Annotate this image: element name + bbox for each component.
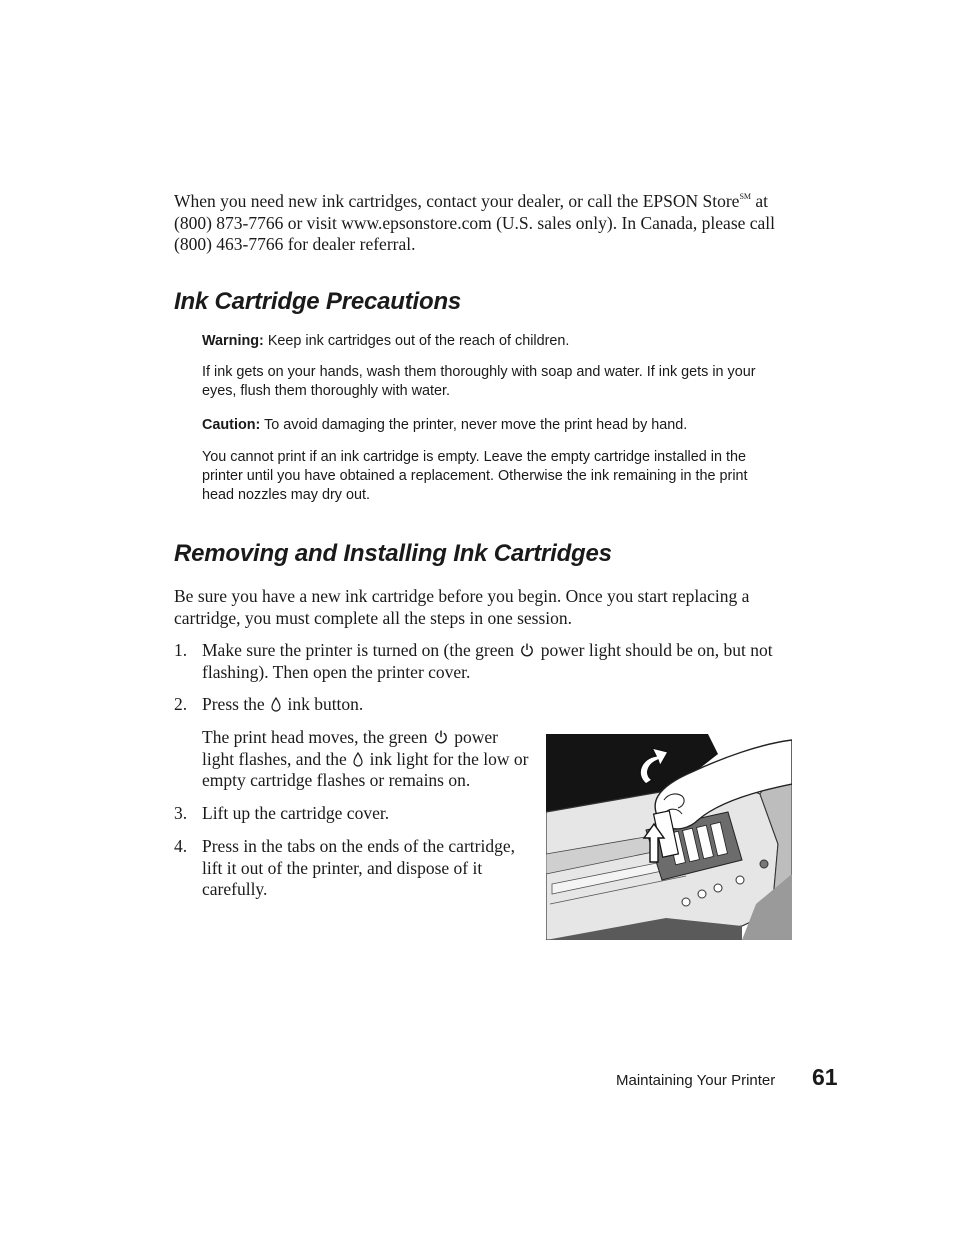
step-number: 1.: [174, 640, 188, 660]
caution-detail: You cannot print if an ink cartridge is empty. Leave the empty cartridge installed in the printer until you have obtained a replacement. Otherwise the ink remaining in the print head nozzles may dry out.: [202, 449, 748, 503]
ink-drop-icon: [353, 752, 363, 767]
step-number: 4.: [174, 836, 188, 856]
step-text: Make sure the printer is turned on (the green power light should be on, but not flashing). Then open the printer cover.: [202, 640, 773, 682]
caution-note: [202, 416, 767, 435]
caution-label: Caution:: [202, 417, 261, 433]
precautions-heading: Ink Cartridge Precautions: [174, 288, 462, 315]
page-number: 61: [812, 1064, 838, 1090]
removing-heading: Removing and Installing Ink Cartridges: [174, 540, 612, 567]
intro-paragraph: [174, 186, 794, 256]
warning-label: Warning:: [202, 333, 264, 349]
step-text: Press in the tabs on the ends of the cartridge, lift it out of the printer, and dispose of it carefully.: [202, 836, 515, 899]
warning-note: [202, 332, 767, 351]
caution-text: To avoid damaging the printer, never move the print head by hand.: [260, 417, 688, 433]
step-number: 3.: [174, 803, 188, 823]
ink-drop-icon: [271, 697, 281, 712]
step-text: Lift up the cartridge cover.: [202, 803, 390, 823]
service-mark: SM: [739, 192, 751, 201]
warning-text: Keep ink cartridges out of the reach of children.: [263, 333, 570, 349]
intro-text-before: When you need new ink cartridges, contact your dealer, or call the EPSON Store: [174, 191, 740, 211]
step-2-detail: The print head moves, the green power light flashes, and the ink light for the low or empty cartridge flashes or remains on.: [202, 727, 529, 790]
footer-section-title: Maintaining Your Printer: [616, 1072, 776, 1089]
intro-text-after: at (800) 873-7766 or visit www.epsonstore.com (U.S. sales only). In Canada, please call (800) 463-7766 for dealer referral.: [174, 191, 776, 254]
power-icon: [520, 642, 534, 658]
step-number: 2.: [174, 694, 188, 714]
power-icon: [434, 729, 448, 745]
warning-detail: If ink gets on your hands, wash them thoroughly with soap and water. If ink gets in your eyes, flush them thoroughly with water.: [202, 364, 756, 399]
step-text: Press the ink button.: [202, 694, 364, 714]
removing-lead-paragraph: Be sure you have a new ink cartridge before you begin. Once you start replacing a cartridge, you must complete all the steps in one session.: [174, 586, 750, 628]
printer-cartridge-removal-illustration: [546, 734, 792, 940]
